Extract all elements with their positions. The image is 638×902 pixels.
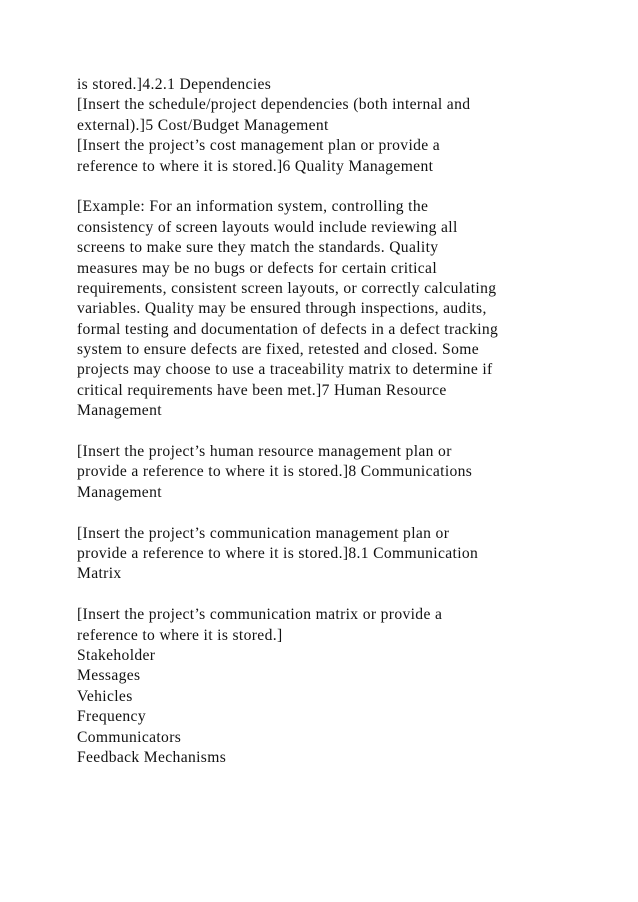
blank-line [77,422,597,442]
text-line: consistency of screen layouts would include reviewing all [77,218,458,236]
list-item-stakeholder: Stakeholder [77,646,156,664]
text-line: [Insert the project’s cost management plan or provide a [77,137,441,155]
text-line: variables. Quality may be ensured through inspections, audits, [77,300,487,318]
text-line: requirements, consistent screen layouts, or correctly calculating [77,279,497,297]
list-item-communicators: Communicators [77,728,182,746]
text-line: projects may choose to use a traceability matrix to determine if [77,361,493,379]
text-line: [Insert the project’s communication management plan or [77,524,450,542]
text-line: provide a reference to where it is stored.]8.1 Communication [77,544,479,562]
text-line: formal testing and documentation of defects in a defect tracking [77,320,499,338]
text-line: [Insert the project’s human resource management plan or [77,443,452,461]
text-line: screens to make sure they match the standards. Quality [77,239,439,257]
text-line: external).]5 Cost/Budget Management [77,116,329,134]
list-item-messages: Messages [77,667,141,685]
blank-line [77,177,597,197]
text-line: Matrix [77,565,122,583]
blank-line [77,503,597,523]
text-line: measures may be no bugs or defects for certain critical [77,259,438,277]
text-line: Management [77,402,162,420]
text-line: [Insert the project’s communication matrix or provide a [77,606,443,624]
text-line: is stored.]4.2.1 Dependencies [77,76,272,93]
text-line: critical requirements have been met.]7 Human Resource [77,381,447,399]
text-line: [Insert the schedule/project dependencies (both internal and [77,96,471,114]
text-line: provide a reference to where it is stored.]8 Communications [77,463,473,481]
document-body [77,75,597,768]
list-item-frequency: Frequency [77,708,146,726]
list-item-feedback-mechanisms: Feedback Mechanisms [77,748,227,766]
list-item-vehicles: Vehicles [77,687,133,705]
text-line: system to ensure defects are fixed, retested and closed. Some [77,341,479,359]
blank-line [77,585,597,605]
text-line: [Example: For an information system, controlling the [77,198,429,216]
text-line: reference to where it is stored.] [77,626,283,644]
text-line: Management [77,483,162,501]
text-line: reference to where it is stored.]6 Quality Management [77,157,434,175]
